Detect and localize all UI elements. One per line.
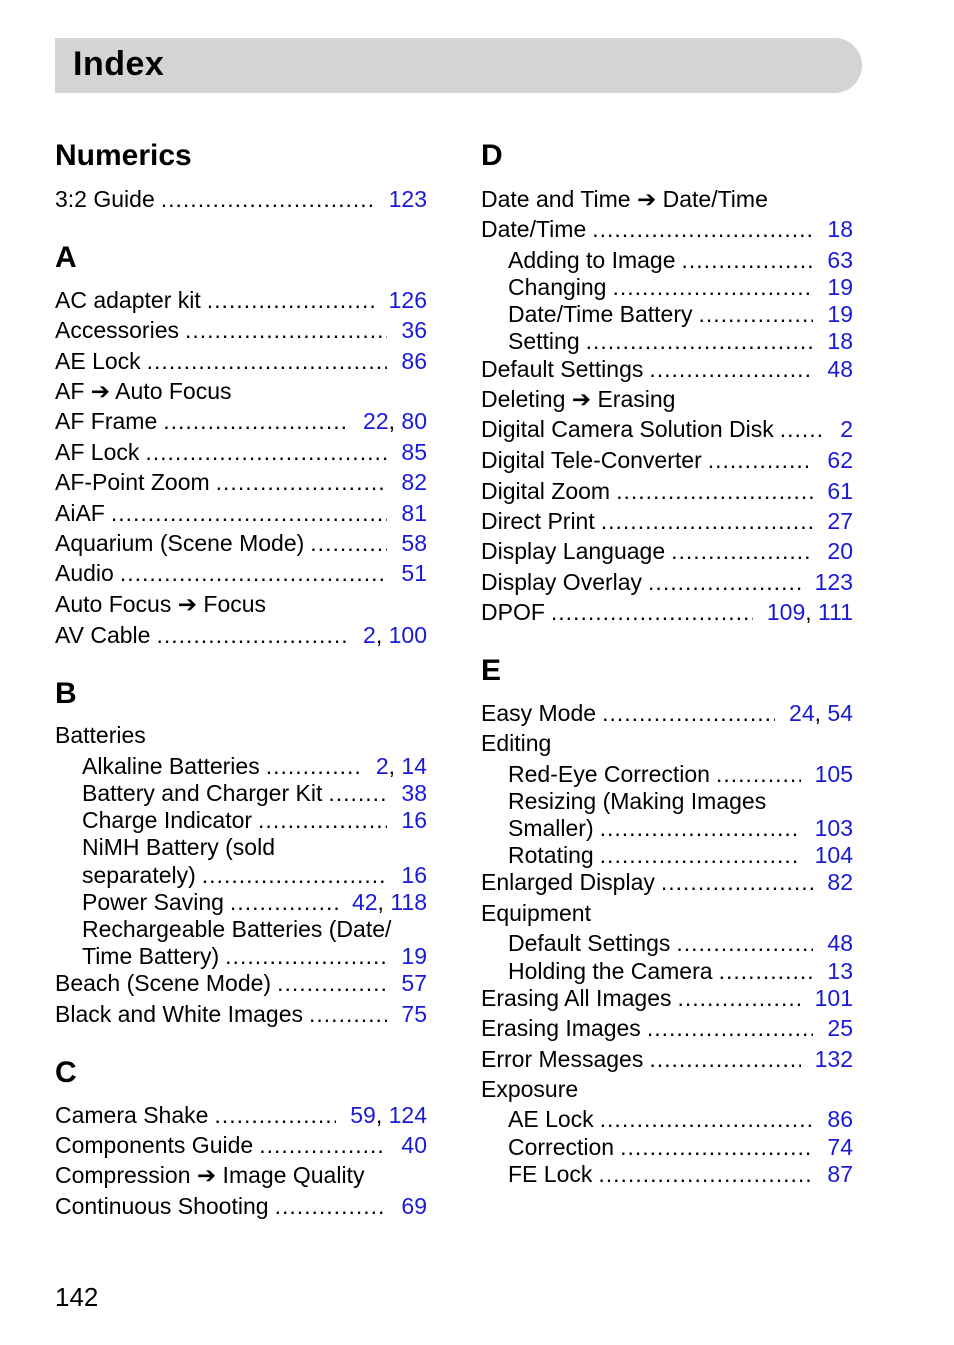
index-term: FE Lock xyxy=(508,1161,593,1187)
index-term: Adding to Image xyxy=(508,247,676,273)
page-link[interactable]: 16 xyxy=(401,862,427,888)
index-term: Error Messages xyxy=(481,1046,644,1072)
index-subentry xyxy=(508,1161,853,1188)
dot-leader xyxy=(185,317,387,344)
index-term: Digital Camera Solution Disk xyxy=(481,416,774,442)
page-link[interactable]: 124 xyxy=(388,1102,427,1128)
page-references xyxy=(401,530,427,557)
page-link[interactable]: 48 xyxy=(827,930,853,956)
page-link[interactable]: 38 xyxy=(401,780,427,806)
index-term: Time Battery) xyxy=(82,943,220,969)
index-subentry xyxy=(82,807,427,834)
index-term: AF-Point Zoom xyxy=(55,469,210,495)
index-subentry xyxy=(508,1106,853,1133)
index-term: Black and White Images xyxy=(55,1001,304,1027)
index-entry xyxy=(481,730,853,757)
index-entry xyxy=(481,386,853,413)
index-entry xyxy=(55,622,427,649)
dot-leader xyxy=(716,761,801,788)
index-term: Default Settings xyxy=(508,930,671,956)
index-term: Direct Print xyxy=(481,508,595,534)
page-references xyxy=(827,247,853,274)
index-term: Rotating xyxy=(508,842,594,868)
index-term: Power Saving xyxy=(82,889,224,915)
page-link[interactable]: 57 xyxy=(401,970,427,996)
page-link[interactable]: 100 xyxy=(388,622,427,648)
index-term: AiAF xyxy=(55,500,105,526)
page-references xyxy=(815,985,853,1012)
page-references xyxy=(840,416,853,443)
dot-leader xyxy=(648,569,801,596)
page-references xyxy=(401,439,427,466)
index-entry xyxy=(55,1162,427,1189)
page-references xyxy=(827,274,853,301)
page-link[interactable]: 111 xyxy=(818,599,853,625)
page-link[interactable]: 18 xyxy=(827,216,853,242)
index-entry xyxy=(481,869,853,896)
dot-leader xyxy=(602,700,775,727)
dot-leader xyxy=(600,815,801,842)
page-references xyxy=(401,862,427,889)
index-entry xyxy=(481,478,853,505)
page-references xyxy=(827,1161,853,1188)
page-separator: , xyxy=(388,408,402,434)
page-link[interactable]: 104 xyxy=(814,842,853,868)
page-link[interactable]: 25 xyxy=(827,1015,853,1041)
index-term: Auto Focus ➔ Focus xyxy=(55,591,267,617)
title-bar xyxy=(55,38,862,93)
dot-leader xyxy=(601,508,814,535)
index-subentry xyxy=(508,274,853,301)
index-entry xyxy=(481,569,853,596)
dot-leader xyxy=(309,1001,387,1028)
page-link[interactable]: 103 xyxy=(814,815,853,841)
index-term: Erasing All Images xyxy=(481,985,672,1011)
index-term: Components Guide xyxy=(55,1132,254,1158)
page-references xyxy=(789,700,853,727)
dot-leader xyxy=(649,1046,800,1073)
index-entry xyxy=(481,538,853,565)
index-entry xyxy=(55,1193,427,1220)
index-entry xyxy=(55,348,427,375)
index-entry xyxy=(55,1102,427,1129)
index-entry xyxy=(55,439,427,466)
index-term: Equipment xyxy=(481,900,591,926)
section-heading: C xyxy=(55,1056,77,1089)
index-term: AC adapter kit xyxy=(55,287,201,313)
index-term: Setting xyxy=(508,328,580,354)
dot-leader xyxy=(677,985,800,1012)
index-term: NiMH Battery (sold xyxy=(82,834,275,860)
page-references xyxy=(827,869,853,896)
index-term: Date/Time xyxy=(481,216,587,242)
page-link[interactable]: 87 xyxy=(827,1161,853,1187)
dot-leader xyxy=(600,1106,814,1133)
index-entry xyxy=(481,599,853,626)
index-term: AE Lock xyxy=(55,348,141,374)
dot-leader xyxy=(586,328,814,355)
index-entry xyxy=(481,1015,853,1042)
page-link[interactable]: 69 xyxy=(401,1193,427,1219)
page-references xyxy=(363,408,427,435)
index-term: Accessories xyxy=(55,317,179,343)
dot-leader xyxy=(682,247,814,274)
page-separator: , xyxy=(375,1102,389,1128)
page-references xyxy=(401,780,427,807)
page-link[interactable]: 61 xyxy=(827,478,853,504)
dot-leader xyxy=(216,469,388,496)
index-subentry xyxy=(508,761,853,788)
page-references xyxy=(401,500,427,527)
page-link[interactable]: 54 xyxy=(827,700,853,726)
page-link[interactable]: 22 xyxy=(363,408,389,434)
page-references xyxy=(352,889,427,916)
dot-leader xyxy=(156,622,349,649)
index-term: Compression ➔ Image Quality xyxy=(55,1162,365,1188)
dot-leader xyxy=(275,1193,388,1220)
page-references xyxy=(767,599,853,626)
index-entry xyxy=(55,378,427,405)
page-link[interactable]: 123 xyxy=(388,186,427,212)
dot-leader xyxy=(592,216,813,243)
index-subentry xyxy=(82,834,427,861)
index-entry xyxy=(55,469,427,496)
index-term: Display Language xyxy=(481,538,666,564)
page-references xyxy=(363,622,427,649)
page-link[interactable]: 36 xyxy=(401,317,427,343)
index-term: Easy Mode xyxy=(481,700,597,726)
dot-leader xyxy=(230,889,338,916)
index-subentry xyxy=(508,788,853,815)
page-link[interactable]: 63 xyxy=(827,247,853,273)
page-link[interactable]: 126 xyxy=(388,287,427,313)
index-term: AF Lock xyxy=(55,439,140,465)
dot-leader xyxy=(202,862,388,889)
index-term: Digital Zoom xyxy=(481,478,611,504)
index-subentry xyxy=(508,930,853,957)
page-link[interactable]: 40 xyxy=(401,1132,427,1158)
index-term: Audio xyxy=(55,560,114,586)
index-subentry xyxy=(508,301,853,328)
page-link[interactable]: 123 xyxy=(814,569,853,595)
page-references xyxy=(827,930,853,957)
page-references xyxy=(401,1132,427,1159)
page-references xyxy=(827,508,853,535)
dot-leader xyxy=(708,447,814,474)
index-term: Resizing (Making Images xyxy=(508,788,767,814)
index-entry xyxy=(481,700,853,727)
page-link[interactable]: 19 xyxy=(827,274,853,300)
page-link[interactable]: 18 xyxy=(827,328,853,354)
page-link[interactable]: 132 xyxy=(814,1046,853,1072)
page-references xyxy=(815,842,853,869)
index-entry xyxy=(55,287,427,314)
index-subentry xyxy=(82,889,427,916)
page-number: 142 xyxy=(55,1282,99,1312)
page-separator: , xyxy=(814,700,828,726)
index-subentry xyxy=(82,753,427,780)
dot-leader xyxy=(163,408,349,435)
index-term: Display Overlay xyxy=(481,569,643,595)
index-subentry xyxy=(82,916,427,943)
index-entry xyxy=(55,317,427,344)
page-separator: , xyxy=(388,753,402,779)
index-subentry xyxy=(82,862,427,889)
page-references xyxy=(376,753,427,780)
index-entry xyxy=(481,1046,853,1073)
dot-leader xyxy=(649,356,813,383)
index-entry xyxy=(55,560,427,587)
index-subentry xyxy=(508,815,853,842)
page-references xyxy=(401,1001,427,1028)
page-link[interactable]: 82 xyxy=(401,469,427,495)
page-references xyxy=(815,815,853,842)
dot-leader xyxy=(676,930,813,957)
index-entry xyxy=(55,500,427,527)
index-entry xyxy=(481,985,853,1012)
index-entry xyxy=(481,216,853,243)
index-entry xyxy=(55,970,427,997)
index-entry xyxy=(55,186,427,213)
dot-leader xyxy=(620,1134,813,1161)
page-link[interactable]: 82 xyxy=(827,869,853,895)
page-references xyxy=(827,1015,853,1042)
index-term: AV Cable xyxy=(55,622,151,648)
page-references xyxy=(827,328,853,355)
dot-leader xyxy=(551,599,753,626)
page-link[interactable]: 74 xyxy=(827,1134,853,1160)
page-references xyxy=(401,970,427,997)
index-entry xyxy=(55,591,427,618)
section-heading: B xyxy=(55,677,77,710)
dot-leader xyxy=(111,500,388,527)
page-link[interactable]: 109 xyxy=(766,599,806,625)
index-term: Charge Indicator xyxy=(82,807,253,833)
index-entry xyxy=(481,447,853,474)
page-references xyxy=(401,1193,427,1220)
index-term: Continuous Shooting xyxy=(55,1193,269,1219)
index-entry xyxy=(55,530,427,557)
page-link[interactable]: 2 xyxy=(363,622,376,648)
page-link[interactable]: 101 xyxy=(814,985,853,1011)
index-term: Default Settings xyxy=(481,356,644,382)
dot-leader xyxy=(214,1102,336,1129)
page-link[interactable]: 75 xyxy=(401,1001,427,1027)
section-heading: D xyxy=(481,139,503,172)
index-term: Date and Time ➔ Date/Time xyxy=(481,186,768,212)
page-references xyxy=(401,348,427,375)
index-term: Correction xyxy=(508,1134,615,1160)
index-term: Battery and Charger Kit xyxy=(82,780,323,806)
page-references xyxy=(389,186,427,213)
index-term: Enlarged Display xyxy=(481,869,655,895)
page-link[interactable]: 24 xyxy=(789,700,815,726)
dot-leader xyxy=(225,943,387,970)
section-heading: E xyxy=(481,654,502,687)
page-references xyxy=(827,958,853,985)
dot-leader xyxy=(671,538,813,565)
page-link[interactable]: 19 xyxy=(827,301,853,327)
dot-leader xyxy=(612,274,813,301)
index-term: AF ➔ Auto Focus xyxy=(55,378,232,404)
dot-leader xyxy=(145,439,387,466)
page-references xyxy=(401,807,427,834)
index-entry xyxy=(481,416,853,443)
dot-leader xyxy=(698,301,813,328)
dot-leader xyxy=(207,287,375,314)
dot-leader xyxy=(600,842,801,869)
page-references xyxy=(827,478,853,505)
page-separator: , xyxy=(375,622,389,648)
dot-leader xyxy=(616,478,813,505)
dot-leader xyxy=(310,530,387,557)
index-entry xyxy=(481,356,853,383)
index-term: DPOF xyxy=(481,599,545,625)
page-link[interactable]: 14 xyxy=(401,753,427,779)
page-link[interactable]: 118 xyxy=(390,889,427,915)
dot-leader xyxy=(259,1132,387,1159)
index-term: Deleting ➔ Erasing xyxy=(481,386,676,412)
dot-leader xyxy=(719,958,814,985)
page-references xyxy=(815,569,853,596)
page-link[interactable]: 86 xyxy=(827,1106,853,1132)
page-link[interactable]: 2 xyxy=(375,753,389,779)
index-term: Beach (Scene Mode) xyxy=(55,970,272,996)
page-references xyxy=(827,447,853,474)
page-references xyxy=(827,538,853,565)
index-subentry xyxy=(508,1134,853,1161)
page-link[interactable]: 51 xyxy=(401,560,427,586)
page-link[interactable]: 86 xyxy=(401,348,427,374)
page-link[interactable]: 19 xyxy=(401,943,427,969)
page-references xyxy=(350,1102,427,1129)
dot-leader xyxy=(258,807,387,834)
page-references xyxy=(827,356,853,383)
index-term: 3:2 Guide xyxy=(55,186,155,212)
dot-leader xyxy=(277,970,387,997)
page-references xyxy=(827,216,853,243)
index-entry xyxy=(55,1132,427,1159)
index-subentry xyxy=(508,247,853,274)
page-separator: , xyxy=(805,599,819,625)
index-term: Editing xyxy=(481,730,552,756)
page-link[interactable]: 105 xyxy=(814,761,853,787)
index-entry xyxy=(55,1001,427,1028)
page-references xyxy=(401,317,427,344)
dot-leader xyxy=(328,780,387,807)
index-entry xyxy=(481,508,853,535)
index-term: Digital Tele-Converter xyxy=(481,447,702,473)
page-references xyxy=(815,1046,853,1073)
dot-leader xyxy=(147,348,388,375)
page-references xyxy=(401,469,427,496)
index-term: Smaller) xyxy=(508,815,594,841)
page-references xyxy=(827,1134,853,1161)
index-term: separately) xyxy=(82,862,196,888)
page-link[interactable]: 13 xyxy=(827,958,853,984)
index-term: Batteries xyxy=(55,722,146,748)
dot-leader xyxy=(598,1161,813,1188)
dot-leader xyxy=(780,416,826,443)
page-references xyxy=(827,301,853,328)
index-term: Date/Time Battery xyxy=(508,301,693,327)
dot-leader xyxy=(161,186,375,213)
index-subentry xyxy=(508,842,853,869)
index-term: Holding the Camera xyxy=(508,958,713,984)
page-link[interactable]: 2 xyxy=(840,416,853,442)
dot-leader xyxy=(120,560,388,587)
index-entry xyxy=(481,1076,853,1103)
page-references xyxy=(827,1106,853,1133)
index-term: Camera Shake xyxy=(55,1102,209,1128)
index-subentry xyxy=(82,780,427,807)
index-term: AF Frame xyxy=(55,408,158,434)
index-term: Aquarium (Scene Mode) xyxy=(55,530,305,556)
page-link[interactable]: 80 xyxy=(401,408,427,434)
index-term: Alkaline Batteries xyxy=(82,753,260,779)
page-link[interactable]: 42 xyxy=(351,889,378,915)
dot-leader xyxy=(661,869,814,896)
page-references xyxy=(401,943,427,970)
index-entry xyxy=(481,186,853,213)
page-separator: , xyxy=(377,889,391,915)
index-term: Changing xyxy=(508,274,607,300)
page-references xyxy=(401,560,427,587)
index-term: Erasing Images xyxy=(481,1015,641,1041)
page-references xyxy=(815,761,853,788)
page-link[interactable]: 58 xyxy=(401,530,427,556)
index-term: Rechargeable Batteries (Date/ xyxy=(82,916,392,942)
page-title: Index xyxy=(73,45,165,83)
index-entry xyxy=(481,900,853,927)
index-subentry xyxy=(508,958,853,985)
index-term: Exposure xyxy=(481,1076,579,1102)
section-heading: Numerics xyxy=(55,139,192,172)
dot-leader xyxy=(647,1015,814,1042)
page-link[interactable]: 81 xyxy=(401,500,427,526)
section-heading: A xyxy=(55,241,77,274)
page-link[interactable]: 27 xyxy=(827,508,853,534)
page-link[interactable]: 62 xyxy=(827,447,853,473)
index-subentry xyxy=(508,328,853,355)
dot-leader xyxy=(266,753,362,780)
page-link[interactable]: 16 xyxy=(401,807,427,833)
page-link[interactable]: 59 xyxy=(350,1102,376,1128)
index-entry xyxy=(55,408,427,435)
index-subentry xyxy=(82,943,427,970)
index-entry xyxy=(55,722,427,749)
index-term: Red-Eye Correction xyxy=(508,761,710,787)
index-term: AE Lock xyxy=(508,1106,594,1132)
page-link[interactable]: 20 xyxy=(827,538,853,564)
page-link[interactable]: 85 xyxy=(401,439,427,465)
page-link[interactable]: 48 xyxy=(827,356,853,382)
page-references xyxy=(389,287,427,314)
